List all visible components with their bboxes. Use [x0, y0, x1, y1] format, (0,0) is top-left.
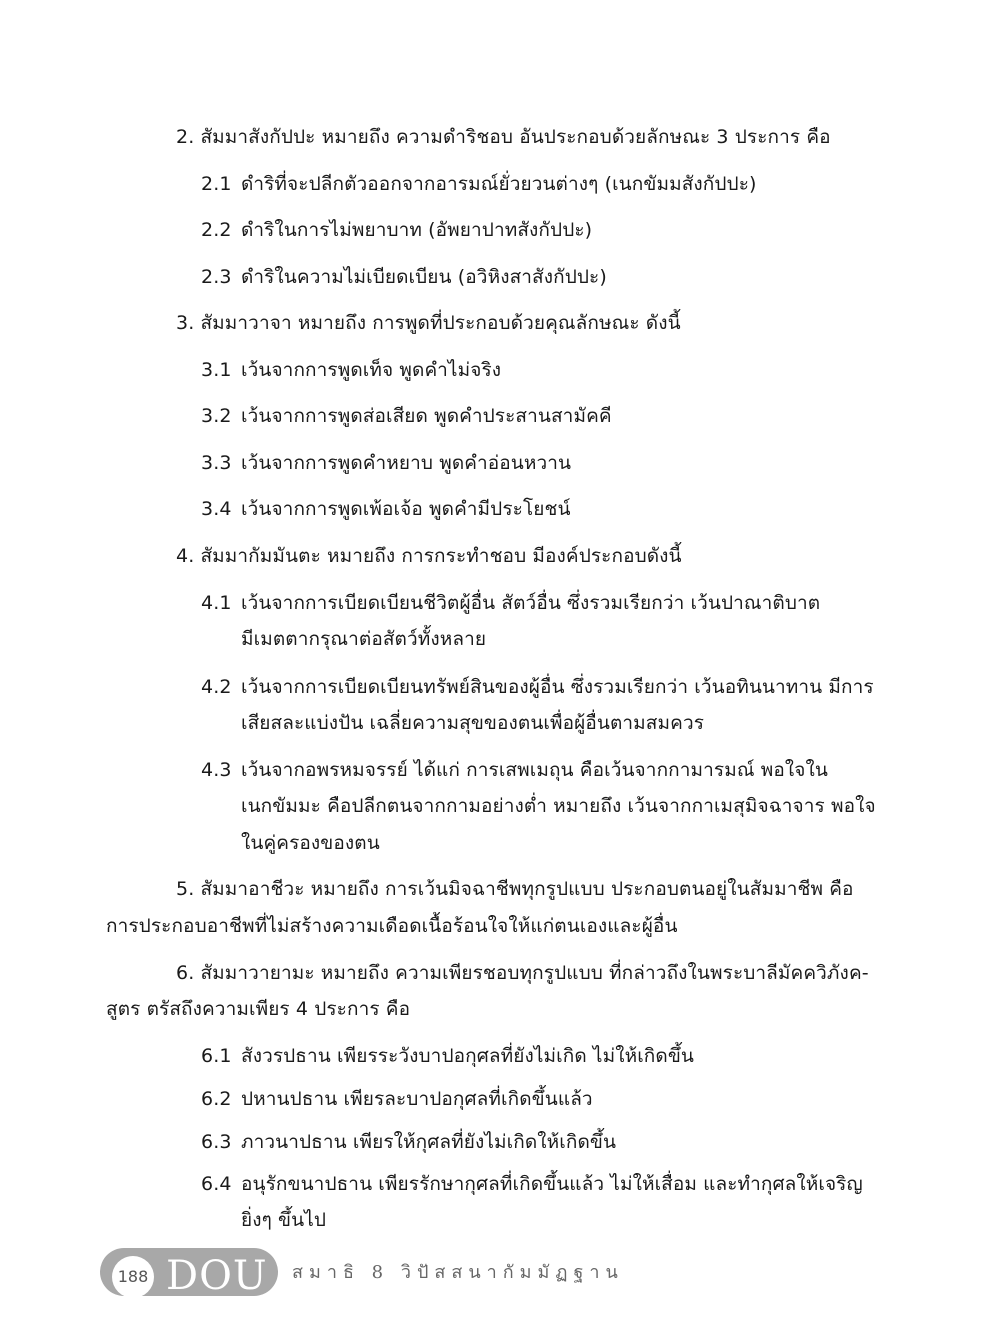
item-number: 4.1	[201, 592, 232, 614]
list-item	[201, 1129, 616, 1155]
item-number: 3.3	[201, 452, 232, 474]
list-item	[201, 357, 501, 383]
item-text: อนุรักขนาปธาน เพียรรักษากุศลที่เกิดขึ้นแล้ว ไม่ให้เสื่อม และทำกุศลให้เจริญ	[241, 1173, 863, 1195]
item-number: 4.2	[201, 676, 232, 698]
item-continuation: สูตร ตรัสถึงความเพียร 4 ประการ คือ	[106, 998, 411, 1020]
item-text: เว้นจากการพูดคำหยาบ พูดคำอ่อนหวาน	[241, 452, 572, 474]
item-text: สัมมาอาชีวะ หมายถึง การเว้นมิจฉาชีพทุกรูปแบบ ประกอบตนอยู่ในสัมมาชีพ คือ	[200, 878, 854, 900]
list-item	[176, 543, 682, 569]
item-text: สังวรปธาน เพียรระวังบาปอกุศลที่ยังไม่เกิด ไม่ให้เกิดขึ้น	[241, 1045, 695, 1067]
item-continuation: เนกขัมมะ คือปลีกตนจากกามอย่างต่ำ หมายถึง เว้นจากกาเมสุมิจฉาจาร พอใจ	[241, 795, 876, 817]
list-item	[201, 496, 571, 522]
item-continuation: เสียสละแบ่งปัน เฉลี่ยความสุขของตนเพื่อผู้อื่นตามสมควร	[241, 712, 705, 734]
item-number: 6.4	[201, 1173, 232, 1195]
list-item	[201, 1171, 863, 1197]
item-text: สัมมาวายามะ หมายถึง ความเพียรชอบทุกรูปแบบ ที่กล่าวถึงในพระบาลีมัคควิภังค-	[200, 962, 869, 984]
item-number: 6.1	[201, 1045, 232, 1067]
page-footer	[100, 1244, 660, 1300]
item-continuation: ในคู่ครองของตน	[241, 832, 380, 854]
list-item	[201, 590, 820, 616]
book-title: สมาธิ 8 วิปัสสนากัมมัฏฐาน	[292, 1262, 624, 1283]
item-number: 4.3	[201, 759, 232, 781]
list-item	[201, 757, 828, 783]
item-text: เว้นจากการพูดเท็จ พูดคำไม่จริง	[241, 359, 502, 381]
item-number: 2.1	[201, 173, 232, 195]
item-continuation: การประกอบอาชีพที่ไม่สร้างความเดือดเนื้อร้อนใจให้แก่ตนเองและผู้อื่น	[106, 915, 678, 937]
item-text: เว้นจากอพรหมจรรย์ ได้แก่ การเสพเมถุน คือเว้นจากกามารมณ์ พอใจใน	[241, 759, 828, 781]
item-number: 2.	[176, 126, 195, 148]
item-text: เว้นจากการเบียดเบียนทรัพย์สินของผู้อื่น ซึ่งรวมเรียกว่า เว้นอทินนาทาน มีการ	[241, 676, 874, 698]
item-text: สัมมาสังกัปปะ หมายถึง ความดำริชอบ อันประกอบด้วยลักษณะ 3 ประการ คือ	[200, 126, 831, 148]
list-item	[201, 1043, 694, 1069]
list-item	[176, 310, 681, 336]
list-item	[201, 217, 592, 243]
list-item	[176, 124, 831, 150]
item-text: สัมมาวาจา หมายถึง การพูดที่ประกอบด้วยคุณลักษณะ ดังนี้	[200, 312, 681, 334]
item-number: 2.3	[201, 266, 232, 288]
page-number: 188	[112, 1256, 154, 1298]
item-text: เว้นจากการเบียดเบียนชีวิตผู้อื่น สัตว์อื่น ซึ่งรวมเรียกว่า เว้นปาณาติบาต	[241, 592, 821, 614]
footer-badge	[100, 1248, 278, 1299]
item-number: 3.1	[201, 359, 232, 381]
dou-logo: DOU	[166, 1253, 268, 1299]
item-number: 5.	[176, 878, 195, 900]
item-number: 3.	[176, 312, 195, 334]
item-number: 6.2	[201, 1088, 232, 1110]
list-item	[201, 264, 607, 290]
item-text: ดำริในการไม่พยาบาท (อัพยาปาทสังกัปปะ)	[241, 219, 593, 241]
item-text: ภาวนาปธาน เพียรให้กุศลที่ยังไม่เกิดให้เกิดขึ้น	[241, 1131, 617, 1153]
list-item	[201, 674, 874, 700]
list-item	[176, 960, 869, 986]
list-item	[201, 171, 757, 197]
item-number: 3.4	[201, 498, 232, 520]
item-text: สัมมากัมมันตะ หมายถึง การกระทำชอบ มีองค์ประกอบดังนี้	[200, 545, 682, 567]
item-text: เว้นจากการพูดเพ้อเจ้อ พูดคำมีประโยชน์	[241, 498, 571, 520]
item-number: 6.3	[201, 1131, 232, 1153]
item-text: เว้นจากการพูดส่อเสียด พูดคำประสานสามัคคี	[241, 405, 612, 427]
item-continuation: ยิ่งๆ ขึ้นไป	[241, 1209, 327, 1231]
list-item	[201, 1086, 593, 1112]
item-number: 3.2	[201, 405, 232, 427]
item-number: 6.	[176, 962, 195, 984]
item-number: 4.	[176, 545, 195, 567]
item-text: ดำริในความไม่เบียดเบียน (อวิหิงสาสังกัปปะ)	[241, 266, 607, 288]
item-number: 2.2	[201, 219, 232, 241]
list-item	[201, 403, 612, 429]
item-continuation: มีเมตตากรุณาต่อสัตว์ทั้งหลาย	[241, 628, 487, 650]
list-item	[201, 450, 571, 476]
list-item	[176, 876, 854, 902]
item-text: ดำริที่จะปลีกตัวออกจากอารมณ์ยั่วยวนต่างๆ (เนกขัมมสังกัปปะ)	[241, 173, 757, 195]
item-text: ปหานปธาน เพียรละบาปอกุศลที่เกิดขึ้นแล้ว	[241, 1088, 593, 1110]
